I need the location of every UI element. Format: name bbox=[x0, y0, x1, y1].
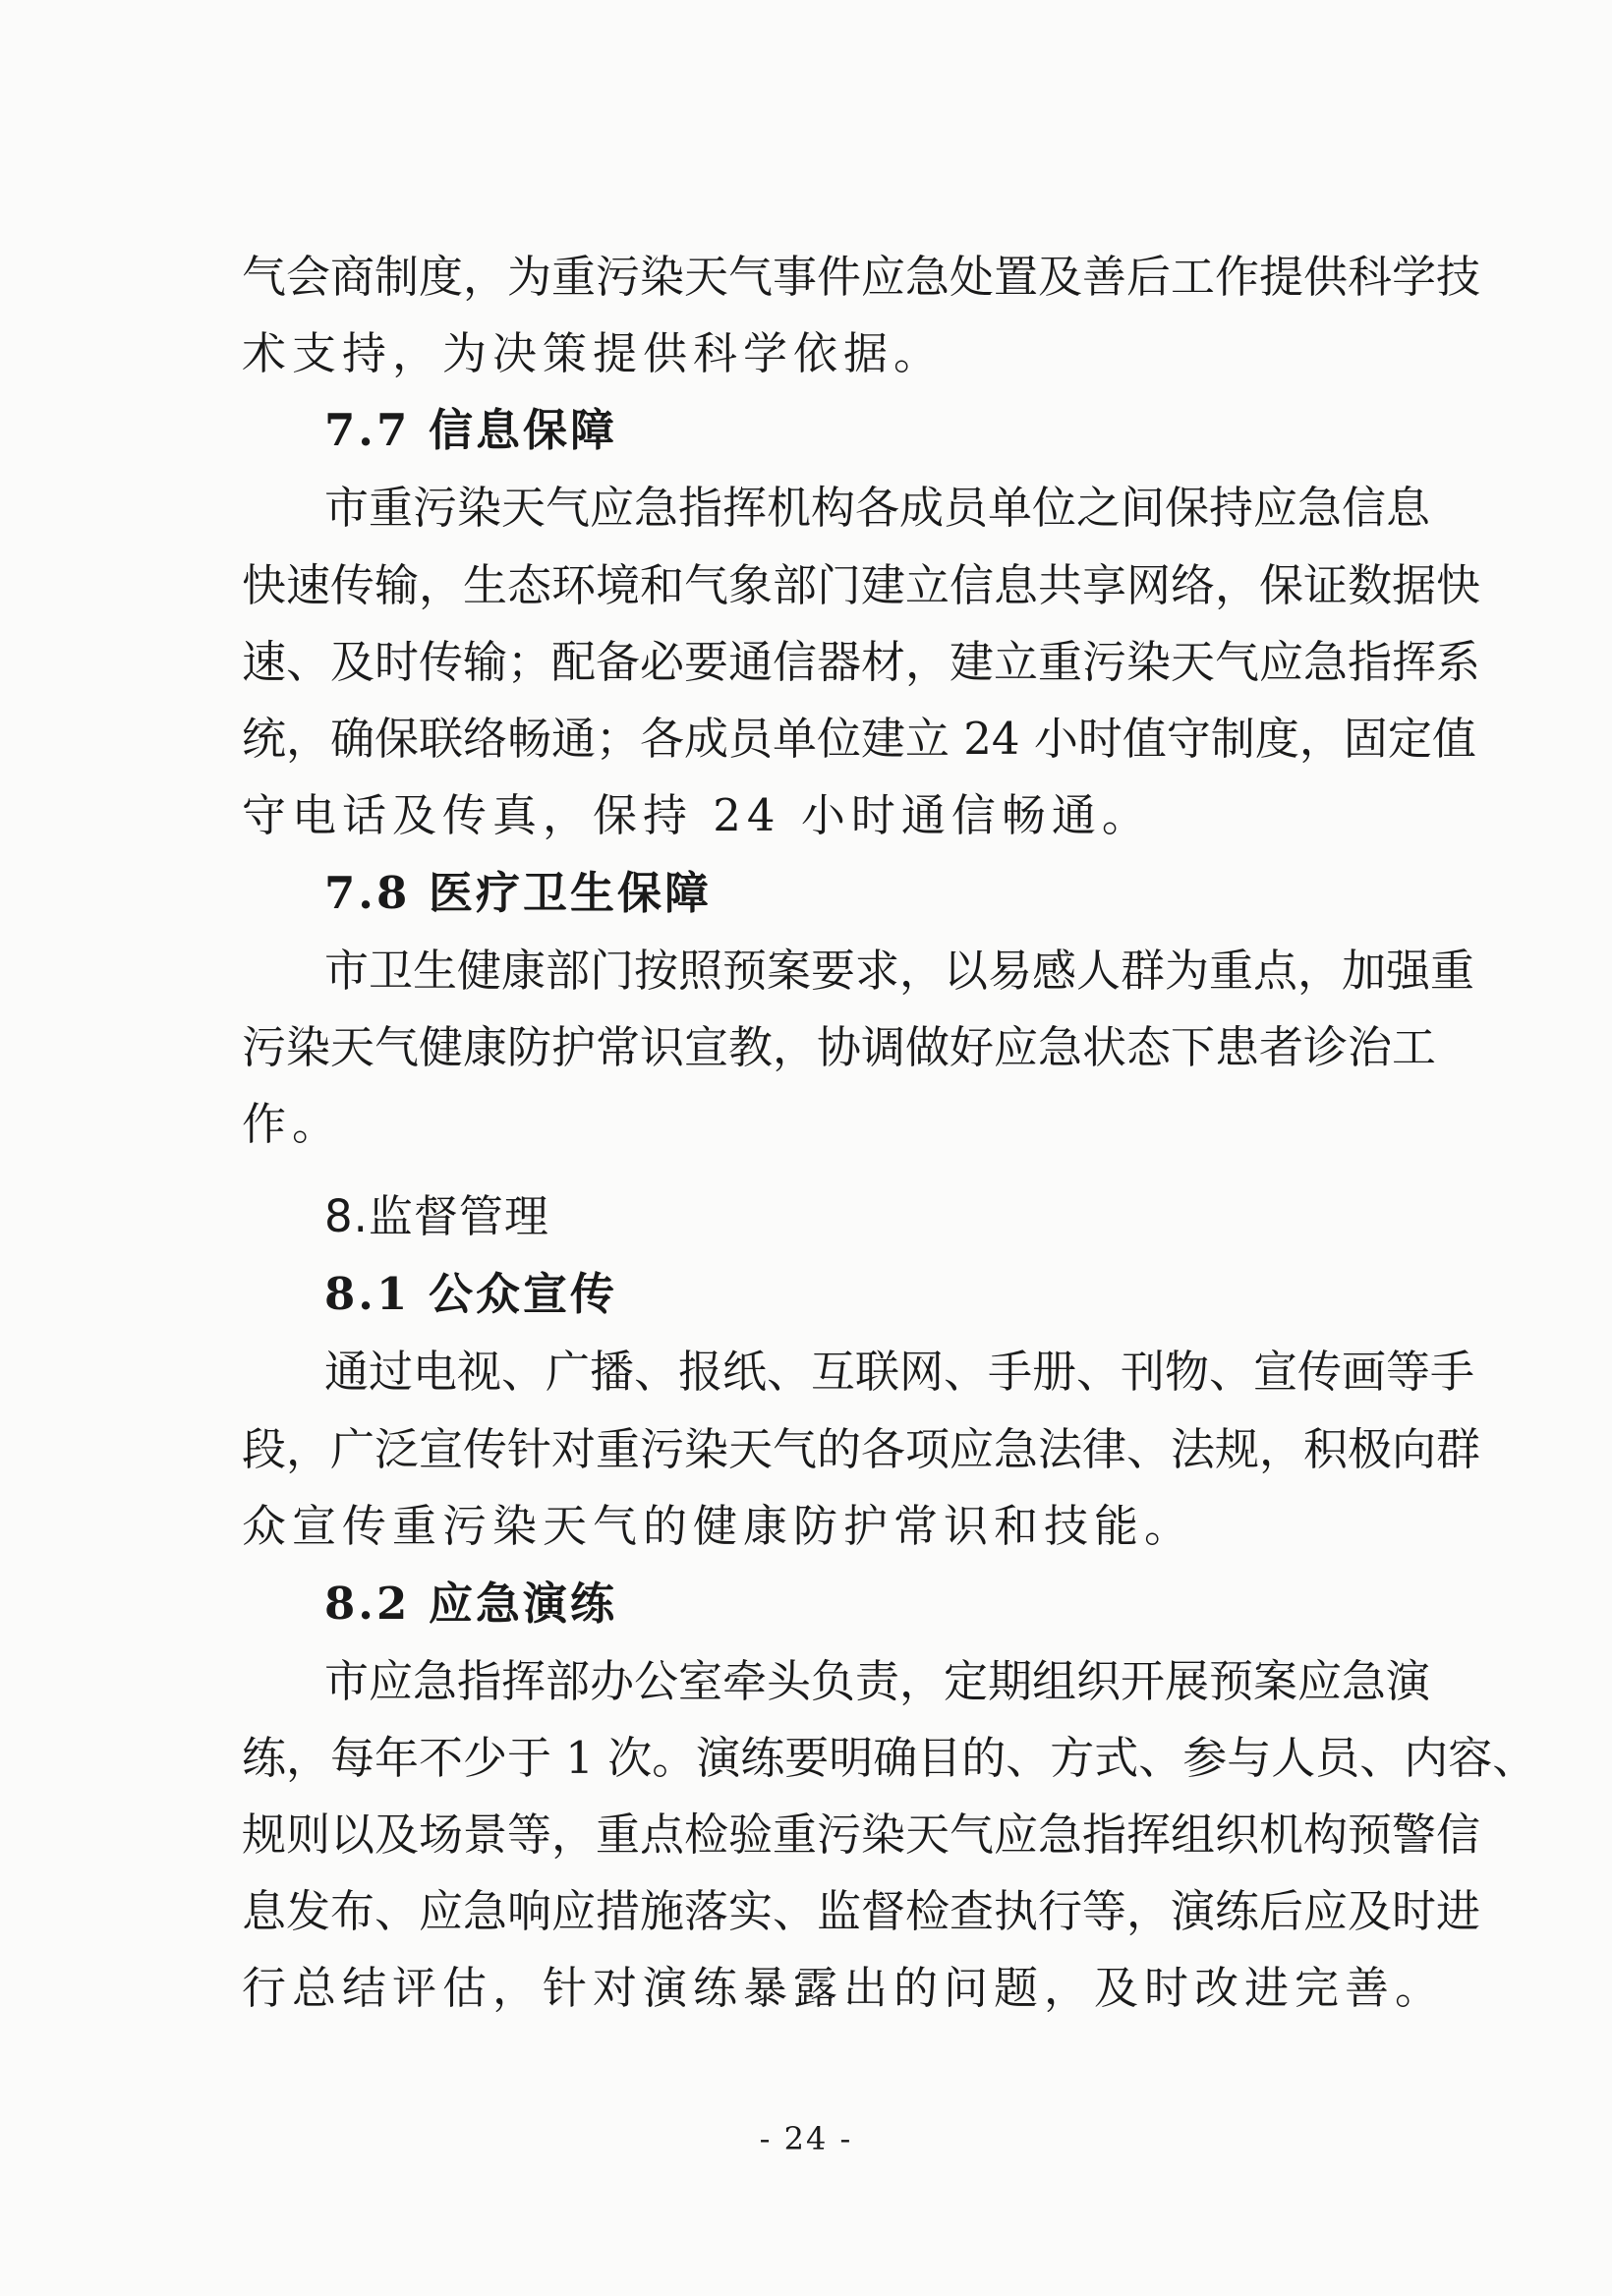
section-heading-7-8: 7.8 医疗卫生保障 bbox=[324, 867, 712, 919]
body-text-line: 作。 bbox=[242, 1098, 343, 1150]
body-text-line: 市卫生健康部门按照预案要求，以易感人群为重点，加强重 bbox=[324, 945, 1475, 997]
body-text-line: 统，确保联络畅通；各成员单位建立 24 小时值守制度，固定值 bbox=[242, 713, 1476, 765]
body-text-line: 通过电视、广播、报纸、互联网、手册、刊物、宣传画等手 bbox=[324, 1346, 1475, 1398]
body-text-line: 气会商制度，为重污染天气事件应急处置及善后工作提供科学技 bbox=[242, 251, 1481, 303]
body-text-line: 市应急指挥部办公室牵头负责，定期组织开展预案应急演 bbox=[324, 1655, 1431, 1707]
body-text-line: 规则以及场景等，重点检验重污染天气应急指挥组织机构预警信 bbox=[242, 1808, 1481, 1861]
body-text-line: 速、及时传输；配备必要通信器材，建立重污染天气应急指挥系 bbox=[242, 636, 1481, 688]
section-heading-7-7: 7.7 信息保障 bbox=[324, 404, 617, 456]
body-text-line: 练，每年不少于 1 次。演练要明确目的、方式、参与人员、内容、 bbox=[242, 1732, 1537, 1784]
body-text-line: 息发布、应急响应措施落实、监督检查执行等，演练后应及时进 bbox=[242, 1885, 1481, 1937]
body-text-line: 守电话及传真，保持 24 小时通信畅通。 bbox=[242, 789, 1152, 841]
body-text-line: 段，广泛宣传针对重污染天气的各项应急法律、法规，积极向群 bbox=[242, 1423, 1481, 1475]
body-text-line: 市重污染天气应急指挥机构各成员单位之间保持应急信息 bbox=[324, 482, 1431, 534]
body-text-line: 快速传输，生态环境和气象部门建立信息共享网络，保证数据快 bbox=[242, 559, 1481, 611]
section-heading-8-1: 8.1 公众宣传 bbox=[324, 1268, 617, 1320]
body-text-line: 污染天气健康防护常识宣教，协调做好应急状态下患者诊治工 bbox=[242, 1021, 1437, 1073]
body-text-line: 行总结评估，针对演练暴露出的问题，及时改进完善。 bbox=[242, 1962, 1446, 2014]
chapter-heading-8: 8.监督管理 bbox=[324, 1190, 549, 1242]
page-number: - 24 - bbox=[759, 2120, 853, 2157]
body-text-line: 众宣传重污染天气的健康防护常识和技能。 bbox=[242, 1500, 1195, 1552]
body-text-line: 术支持，为决策提供科学依据。 bbox=[242, 327, 945, 379]
section-heading-8-2: 8.2 应急演练 bbox=[324, 1578, 617, 1630]
